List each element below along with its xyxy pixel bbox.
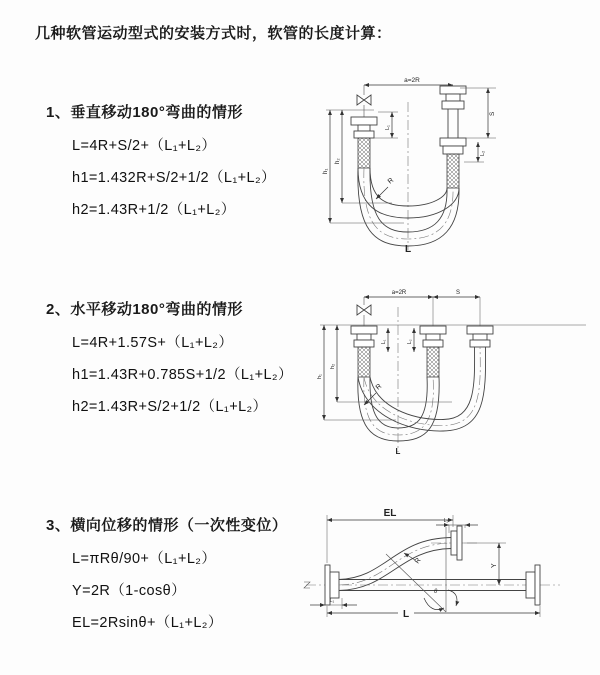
diagram-3-lateral-displacement xyxy=(298,500,598,632)
dim-l2-label: L₂ xyxy=(480,150,486,156)
dim-h2-label: h₂ xyxy=(330,363,336,369)
dim-s-label: S xyxy=(489,111,496,116)
dim-y-label: Y xyxy=(491,563,498,568)
right-flange xyxy=(526,565,540,605)
section-1-formula-h2: h2=1.43R+1/2（L₁+L₂） xyxy=(72,202,236,218)
dimension-l2 xyxy=(464,142,486,162)
dim-span-label: a=2R xyxy=(391,290,407,296)
dim-h2-label: h₂ xyxy=(335,158,341,164)
radius-leader xyxy=(376,177,395,199)
valve-icon xyxy=(357,297,371,326)
dim-l2-label: L₂ xyxy=(443,518,449,524)
radius-label: R xyxy=(413,556,423,566)
dimension-span-a2r xyxy=(364,77,453,85)
length-label: L xyxy=(395,447,401,456)
left-flange xyxy=(351,326,377,347)
dim-h1-label: h₁ xyxy=(323,168,329,174)
section-2-formula-h1: h1=1.43R+0.785S+1/2（L₁+L₂） xyxy=(72,367,293,383)
right-pipe xyxy=(448,109,458,138)
dimension-s xyxy=(460,88,496,138)
section-3-formula-l: L=πRθ/90+（L₁+L₂） xyxy=(72,551,217,567)
dim-l1-label: L₁ xyxy=(381,339,387,344)
section-1-formula-h1: h1=1.432R+S/2+1/2（L₁+L₂） xyxy=(72,170,276,186)
section-2-heading: 2、水平移动180°弯曲的情形 xyxy=(46,301,243,318)
dim-span-label: a=2R xyxy=(404,77,420,84)
radius-label: R xyxy=(386,176,396,186)
section-3-heading: 3、横向位移的情形（一次性变位） xyxy=(46,517,288,534)
angle-construction xyxy=(386,527,457,612)
hose-braid-left xyxy=(358,347,370,377)
dim-s-label: S xyxy=(455,290,461,296)
displaced-flange xyxy=(451,526,462,560)
dimension-l1 xyxy=(310,598,357,609)
dimension-l2 xyxy=(407,328,414,352)
section-2-formula-h2: h2=1.43R+S/2+1/2（L₁+L₂） xyxy=(72,399,268,415)
dimension-s xyxy=(433,290,480,326)
section-3-formula-el: EL=2Rsinθ+（L₁+L₂） xyxy=(72,615,223,631)
valve-icon xyxy=(357,85,371,117)
dim-l1-label: L₁ xyxy=(329,598,335,604)
diagram-2-horizontal-u-bend xyxy=(300,282,600,462)
dimension-y xyxy=(464,543,506,585)
dimension-l1 xyxy=(381,328,388,352)
right-flange xyxy=(467,326,493,347)
dim-l1-label: L₁ xyxy=(385,125,391,130)
length-label: L xyxy=(402,609,410,620)
dimension-el xyxy=(327,508,453,566)
diagram-1-vertical-u-bend xyxy=(312,72,542,258)
angle-label: θ xyxy=(434,589,438,595)
length-label: L xyxy=(404,244,412,255)
section-1-heading: 1、垂直移动180°弯曲的情形 xyxy=(46,104,243,121)
left-flange xyxy=(351,117,377,138)
hose-braid-left xyxy=(358,138,370,168)
radius-label: R xyxy=(374,382,384,392)
right-flange-lower xyxy=(440,138,466,154)
middle-flange xyxy=(420,326,446,347)
dimension-h1 xyxy=(317,325,396,420)
page-title: 几种软管运动型式的安装方式时，软管的长度计算： xyxy=(35,25,392,42)
hose-curves xyxy=(358,347,486,441)
hose-braid-middle xyxy=(427,347,439,377)
dim-h1-label: h₁ xyxy=(317,374,323,379)
section-1-formula-l: L=4R+S/2+（L₁+L₂） xyxy=(72,138,217,154)
dimension-span-a2r xyxy=(364,290,433,297)
dim-l2-label: L₂ xyxy=(407,339,413,344)
section-3-formula-y: Y=2R（1-cosθ） xyxy=(72,583,186,599)
hose-s-curve xyxy=(339,538,451,591)
section-2-formula-l: L=4R+1.57S+（L₁+L₂） xyxy=(72,335,234,351)
hose-braid-right xyxy=(447,154,459,188)
dim-el-label: EL xyxy=(383,508,397,519)
hose-curves xyxy=(358,168,459,246)
dimension-l xyxy=(327,606,540,620)
right-flange-upper xyxy=(440,86,466,109)
